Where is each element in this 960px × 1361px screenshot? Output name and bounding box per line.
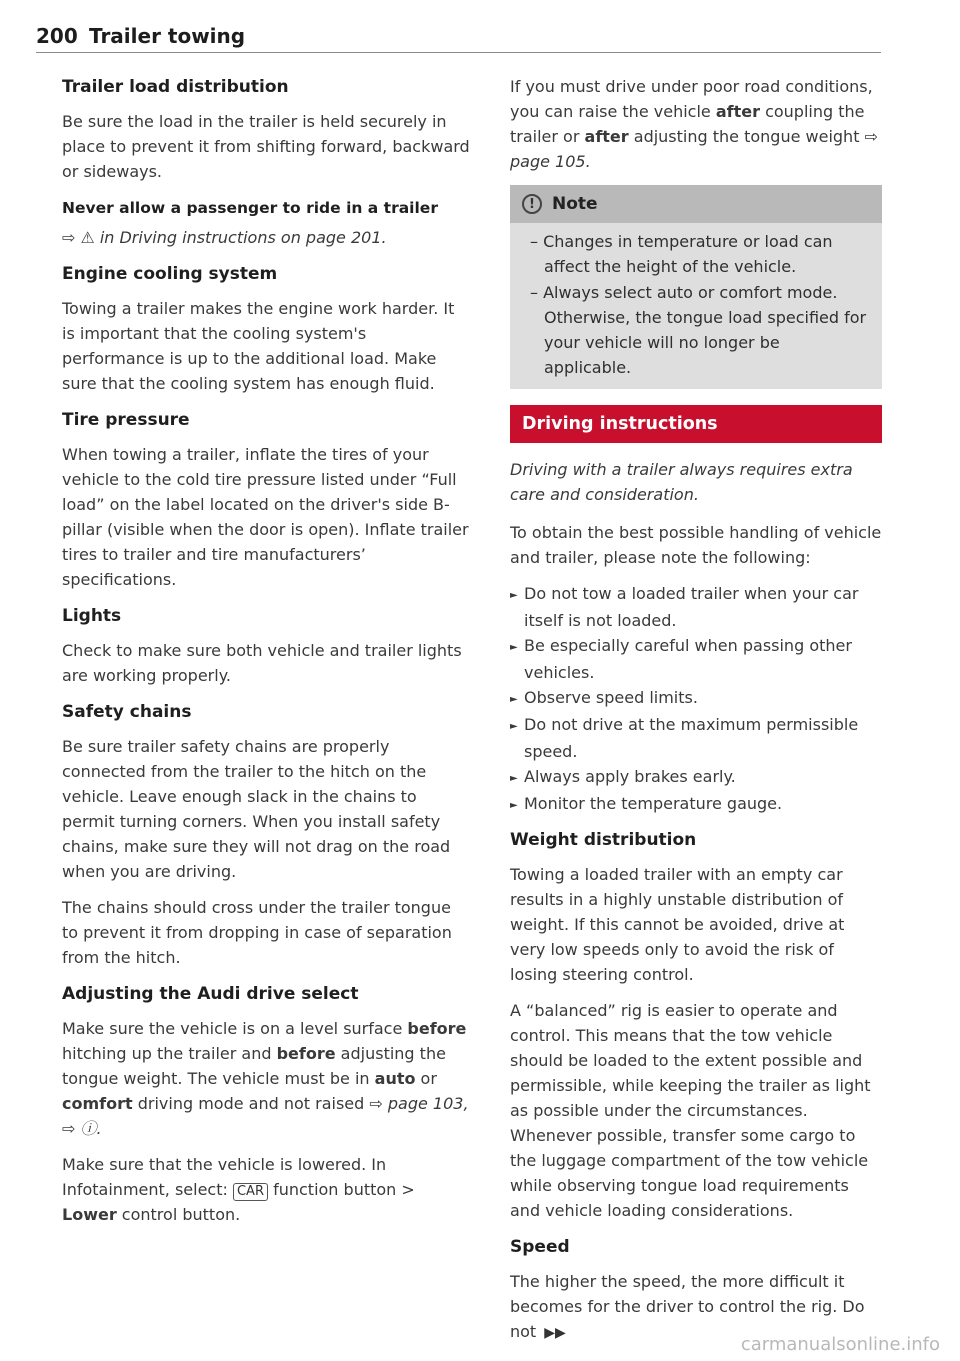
paragraph-lights: Check to make sure both vehicle and trailer lights are working properly. [62,641,462,685]
list-item-text: Monitor the temperature gauge. [524,794,783,813]
list-item-text: Always apply brakes early. [524,767,736,786]
heading-speed: Speed [510,1237,570,1257]
paragraph-poor-roads [510,74,882,174]
right-column [510,74,882,1357]
section-heading-driving-instructions [510,405,882,443]
bold-lower: Lower [62,1205,117,1224]
car-key-label: CAR [233,1183,268,1201]
link-page-105[interactable]: ⇨ page 105. [510,127,878,171]
paragraph-drive-select [62,1016,472,1141]
paragraph-chains-1: Be sure trailer safety chains are properly connected from the trailer to the hitch on the vehicle. Leave enough slack in the chains to permit turning corners. When you install safety chains, make sure they will not drag on the road when you are driving. [62,737,451,881]
triangle-bullet-icon: ► [510,590,518,601]
list-item [510,685,882,712]
note-box [510,185,882,389]
heading-tire-pressure: Tire pressure [62,410,190,430]
page-number: 200 [36,24,78,48]
triangle-bullet-icon: ► [510,642,518,653]
triangle-bullet-icon: ► [510,773,518,784]
site-watermark: carmanualsonline.info [740,1334,940,1355]
list-item [510,712,882,764]
list-item-text: Be especially careful when passing other vehicles. [524,636,852,682]
paragraph-weight-2: A “balanced” rig is easier to operate and control. This means that the tow vehicle should be loaded to the extent possible and permissible, while keeping the trailer as light as possible under the circumstances. Whenever possible, transfer some cargo to the luggage compartment of the tow vehicle while observing tongue load requirements and vehicle loading considerations. [510,1001,871,1220]
paragraph-cooling: Towing a trailer makes the engine work harder. It is important that the cooling system's performance is up to the additional load. Make sure that the cooling system has enough fluid. [62,299,455,393]
note-title: Note [552,194,598,214]
triangle-bullet-icon: ► [510,800,518,811]
text-span: coupling the trailer or [510,102,865,146]
heading-no-passenger: Never allow a passenger to ride in a trailer [62,199,438,217]
note-item: – Always select auto or comfort mode. Otherwise, the tongue load specified for your vehicle will no longer be applicable. [530,283,867,377]
bold-before: before [407,1019,467,1038]
note-body [510,223,882,389]
text-span: control button. [116,1205,241,1224]
heading-trailer-load-distribution: Trailer load distribution [62,77,289,97]
note-item: – Changes in temperature or load can affect the height of the vehicle. [530,232,833,276]
instruction-list [510,581,882,818]
heading-engine-cooling: Engine cooling system [62,264,278,284]
bold-after: after [584,127,629,146]
left-column [62,74,472,1238]
continue-arrow-icon: ▶▶ [544,1325,566,1341]
text-span: function button > [268,1180,415,1199]
link-page-103[interactable]: ⇨ page 103, ⇨ ⓘ. [62,1094,469,1138]
paragraph-lower [62,1152,472,1227]
text-span: driving mode and not raised [132,1094,370,1113]
heading-drive-select: Adjusting the Audi drive select [62,984,359,1004]
heading-lights: Lights [62,606,122,626]
paragraph-load: Be sure the load in the trailer is held securely in place to prevent it from shifting forward, backward or sideways. [62,112,470,181]
chapter-title: Trailer towing [89,24,246,48]
section-title: Driving instructions [522,414,718,434]
text-span: Make sure that the vehicle is lowered. In Infotainment, select: [62,1155,387,1199]
bold-auto: auto [374,1069,416,1088]
bold-after: after [715,102,760,121]
text-span: adjusting the tongue weight [628,127,865,146]
intro-text: Driving with a trailer always requires extra care and consideration. [510,460,853,504]
text-span: or [415,1069,437,1088]
list-item [510,791,882,818]
text-span: If you must drive under poor road conditions, you can raise the vehicle [510,77,873,121]
bold-comfort: comfort [62,1094,133,1113]
list-item-text: Do not drive at the maximum permissible speed. [524,715,859,761]
triangle-bullet-icon: ► [510,721,518,732]
page-header [36,24,881,53]
list-item-text: Observe speed limits. [524,688,698,707]
paragraph-tire: When towing a trailer, inflate the tires of your vehicle to the cold tire pressure listed under “Full load” on the label located on the driver's side B-pillar (visible when the door is open). Inflate trailer tires to trailer and tire manufacturers’ specifications. [62,445,469,589]
list-item [510,633,882,685]
list-item [510,764,882,791]
text-span: adjusting the tongue weight. The vehicle must be in [62,1044,446,1088]
paragraph-best-handling: To obtain the best possible handling of vehicle and trailer, please note the following: [510,523,882,567]
paragraph-chains-2: The chains should cross under the trailer tongue to prevent it from dropping in case of separation from the hitch. [62,898,452,967]
paragraph-weight-1: Towing a loaded trailer with an empty car results in a highly unstable distribution of weight. If this cannot be avoided, drive at very low speeds only to avoid the risk of losing steering control. [510,865,845,984]
list-item-text: Do not tow a loaded trailer when your car itself is not loaded. [524,584,859,630]
heading-weight-distribution: Weight distribution [510,830,697,850]
heading-safety-chains: Safety chains [62,702,192,722]
triangle-bullet-icon: ► [510,694,518,705]
list-item [510,581,882,633]
text-span: Make sure the vehicle is on a level surface [62,1019,408,1038]
note-header [510,185,882,223]
text-span: hitching up the trailer and [62,1044,277,1063]
exclamation-circle-icon: ! [522,194,542,214]
text-span: The higher the speed, the more difficult it becomes for the driver to control the rig. Do not [510,1272,865,1341]
bold-before: before [276,1044,336,1063]
link-driving-instructions[interactable]: ⇨ ⚠ in Driving instructions on page 201. [62,228,387,247]
